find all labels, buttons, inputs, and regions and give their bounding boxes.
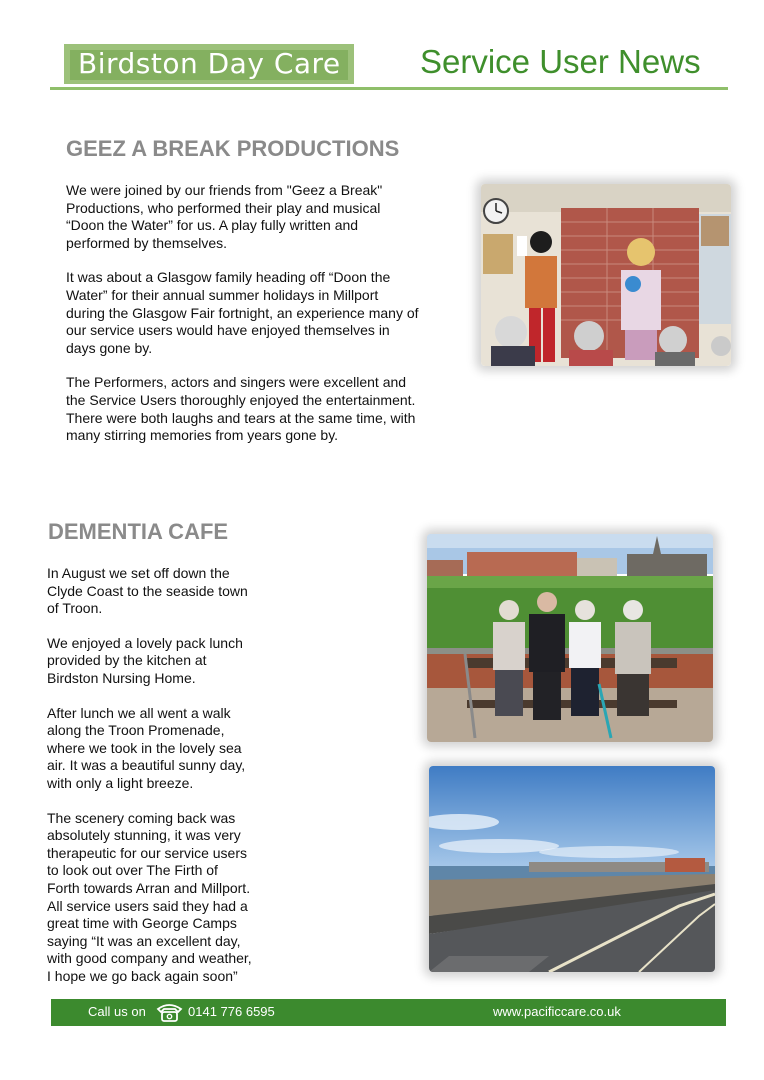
dementia-paragraph-2: We enjoyed a lovely pack lunch provided by the kitchen at Birdston Nursing Home. (47, 634, 243, 686)
footer-call-label: Call us on (88, 1004, 146, 1019)
footer-phone-number[interactable]: 0141 776 6595 (188, 1004, 275, 1019)
performers-photo (481, 184, 731, 366)
dementia-paragraph-4: The scenery coming back was absolutely stunning, it was very therapeutic for our service users to look out over The Firth of Forth towards Arran and Millport. All service users said they had a great time with George Camps saying “It was an excellent day, with good company and weather, I hope we go back again soon” (47, 809, 252, 984)
section-heading-geez: GEEZ A BREAK PRODUCTIONS (66, 136, 400, 161)
geez-paragraph-2: It was about a Glasgow family heading off “Doon the Water” for their annual summer holidays in Millport during the Glasgow Fair fortnight, an experience many of our service users would have enjoyed themselves in days gone by. (66, 269, 419, 356)
bench-group-photo (427, 534, 713, 742)
geez-paragraph-1: We were joined by our friends from "Geez a Break" Productions, who performed their play and musical “Doon the Water” for us. A play fully written and performed by themselves. (66, 182, 383, 251)
footer-website-link[interactable]: www.pacificcare.co.uk (493, 1004, 621, 1019)
dementia-article (47, 565, 277, 985)
geez-article (66, 182, 458, 445)
footer-bar (51, 999, 726, 1026)
phone-icon (156, 1001, 183, 1023)
dementia-paragraph-1: In August we set off down the Clyde Coast to the seaside town of Troon. (47, 565, 248, 617)
geez-paragraph-3: The Performers, actors and singers were excellent and the Service Users thoroughly enjoyed the entertainment. There were both laughs and tears at the same time, with many stirring memories from years gone by. (66, 374, 416, 444)
promenade-photo (429, 766, 715, 972)
dementia-paragraph-3: After lunch we all went a walk along the Troon Promenade, where we took in the lovely sea air. It was a beautiful sunny day, with only a light breeze. (47, 704, 246, 791)
brand-name: Birdston Day Care (78, 47, 341, 80)
section-heading-dementia: DEMENTIA CAFE (48, 519, 229, 544)
header-divider (50, 87, 728, 90)
page-title: Service User News (420, 43, 701, 80)
